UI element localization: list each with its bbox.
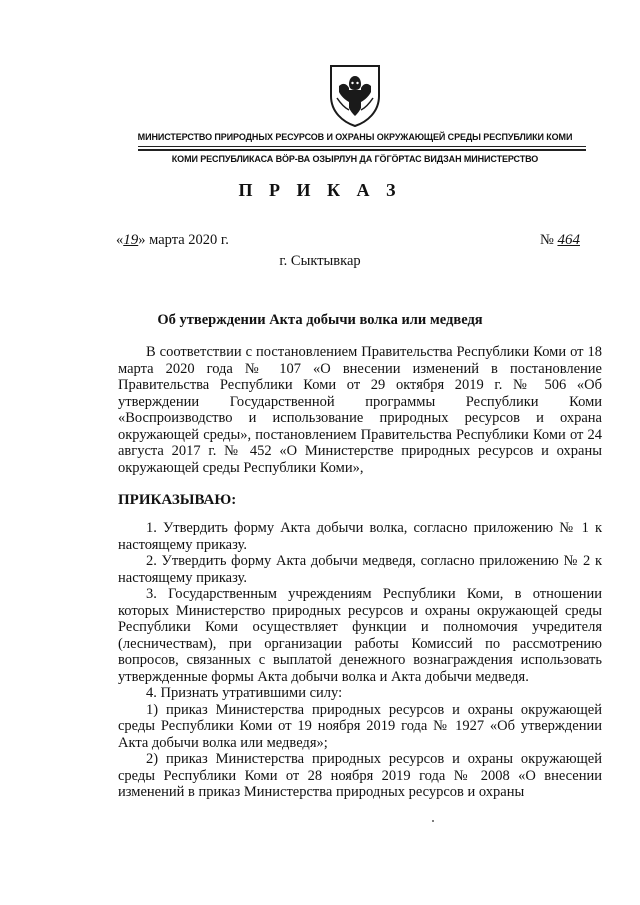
preamble-paragraph: В соответствии с постановлением Правительства Республики Коми от 18 марта 2020 года № 107 «О внесении изменений в постановление Правительства Республики Коми от 29 октября 2019 г. № 506 «Об утверждении Государственной программы Республики Коми «Воспроизводство и использование природных ресурсов и охрана окружающей среды», постановлением Правительства Республики Коми от 24 августа 2017 г. № 452 «О Министерстве природных ресурсов и охраны окружающей среды Республики Коми»,: [118, 344, 602, 476]
number-label: №: [540, 232, 558, 248]
order-item: 1) приказ Министерства природных ресурсов и охраны окружающей среды Республики Коми от 19 ноября 2019 года № 1927 «Об утверждении Акта добычи волка или медведя»;: [118, 701, 602, 751]
order-item: 4. Признать утратившими силу:: [146, 685, 343, 701]
ministry-name-komi: КОМИ РЕСПУБЛИКАСА ВӦР-ВА ОЗЫРЛУН ДА ГӦГӦРТАС ВИДЗАН МИНИСТЕРСТВО: [171, 154, 539, 164]
document-heading: Об утверждении Акта добычи волка или медведя: [157, 312, 483, 328]
document-number: [540, 232, 580, 249]
date-month-year: » марта 2020 г.: [138, 232, 229, 248]
document-title: П Р И К А З: [238, 180, 402, 200]
order-item: 2) приказ Министерства природных ресурсов и охраны окружающей среды Республики Коми от 28 ноября 2019 года № 2008 «О внесении изменений в приказ Министерства природных ресурсов и охраны: [118, 751, 602, 800]
scan-speck: [432, 820, 434, 822]
order-items: [118, 520, 602, 801]
document-date: [116, 232, 229, 249]
order-item: 1. Утвердить форму Акта добычи волка, согласно приложению № 1 к настоящему приказу.: [118, 520, 602, 553]
date-open-quote: «: [116, 232, 124, 248]
document-city: г. Сыктывкар: [279, 253, 361, 269]
ministry-name-russian: МИНИСТЕРСТВО ПРИРОДНЫХ РЕСУРСОВ И ОХРАНЫ ОКРУЖАЮЩЕЙ СРЕДЫ РЕСПУБЛИКИ КОМИ: [137, 132, 573, 142]
header-rule-thick: [138, 149, 586, 151]
komi-coat-of-arms-icon: [327, 62, 383, 128]
date-day-handwritten: 19: [123, 232, 139, 248]
order-keyword: ПРИКАЗЫВАЮ:: [118, 492, 237, 508]
header-rule-thin: [138, 146, 586, 147]
order-item: 2. Утвердить форму Акта добычи медведя, согласно приложению № 2 к настоящему приказу.: [118, 553, 602, 586]
number-handwritten: 464: [557, 232, 580, 248]
order-item: 3. Государственным учреждениям Республики Коми, в отношении которых Министерство природных ресурсов и охраны окружающей среды Республики Коми осуществляет функции и полномочия учредителя (лесничествам), при организации работы Комиссий по рассмотрению вопросов, связанных с выплатой денежного вознаграждения использовать утвержденные формы Акта добычи волка и Акта добычи медведя.: [118, 586, 602, 685]
